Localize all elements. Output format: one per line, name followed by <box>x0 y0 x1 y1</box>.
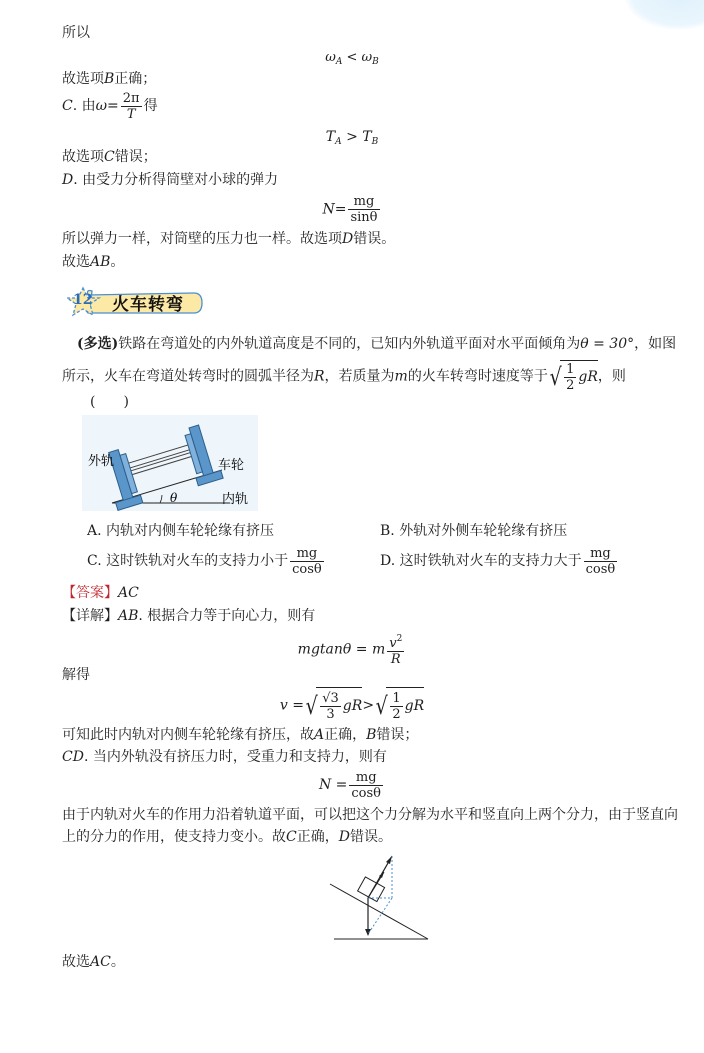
detail-line: 【详解】AB. 根据合力等于向心力，则有 <box>62 608 316 624</box>
option-d: D. 这时铁轨对火车的支持力大于 $\frac{mg}{\cos\theta}$ <box>380 545 616 577</box>
equation-centripetal: mgtanθ = m $\frac{v^2}{R}$ <box>297 634 403 667</box>
text-line: 故选AB。 <box>62 254 125 270</box>
corner-decoration <box>624 0 704 30</box>
text-line: C. 由ω= $\frac{2\pi}{T}$ 得 <box>62 90 158 122</box>
equation-normal-force: N= $\frac{mg}{\sin\theta}$ <box>322 194 378 225</box>
equation-omega: $\omega_A < \omega_B$ <box>325 50 379 67</box>
equation-velocity: v =√ $\frac{√3}{3}$ gR>√ $\frac{1}{2}$ gR <box>0 687 704 724</box>
force-diagram <box>322 850 434 945</box>
answer-line: 【答案】AC <box>62 585 139 601</box>
incline-line <box>330 884 428 939</box>
text-line: 解得 <box>62 667 90 683</box>
section-number: 12 <box>73 292 93 308</box>
equation-period: $T_A > T_B$ <box>325 129 379 147</box>
text-line: 上的分力的作用，使支持力变小。故C正确，D错误。 <box>62 829 392 845</box>
label-inner-rail: 内轨 <box>222 492 249 507</box>
final-answer-line: 故选AC。 <box>62 954 125 970</box>
question-line-1: (多选)铁路在弯道处的内外轨道高度是不同的，已知内外轨道平面对水平面倾角为θ = 30°，如图 <box>77 336 677 352</box>
equation-normal-cos: N = $\frac{mg}{\cos\theta}$ <box>318 769 382 801</box>
option-b: B. 外轨对外侧车轮轮缘有挤压 <box>380 523 568 539</box>
label-wheel: 车轮 <box>218 458 245 473</box>
text-line: CD. 当内外轨没有挤压力时，受重力和支持力，则有 <box>62 749 387 765</box>
fraction: $\frac{2\pi}{T}$ <box>122 90 140 122</box>
text-line: 由于内轨对火车的作用力沿着轨道平面，可以把这个力分解为水平和竖直向上两个分力，由于竖直向 <box>62 807 678 823</box>
text-line: 所以 <box>62 25 90 41</box>
text-line: D. 由受力分析得筒壁对小球的弹力 <box>62 172 279 188</box>
text-line: 故选项B正确； <box>62 71 157 87</box>
label-outer-rail: 外轨 <box>88 454 115 469</box>
answer-label: 【答案】 <box>62 585 118 601</box>
label-theta: θ <box>170 491 178 505</box>
question-line-2: 所示，火车在弯道处转弯时的圆弧半径为R，若质量为m的火车转弯时速度等于√ $\frac{1}{2}$ gR，则 <box>62 361 626 393</box>
rail-figure <box>82 415 262 515</box>
option-a: A. 内轨对内侧车轮轮缘有挤压 <box>87 523 275 539</box>
text-line: 故选项C错误； <box>62 149 157 165</box>
text-line: 可知此时内轨对内侧车轮轮缘有挤压，故A正确，B错误； <box>62 727 419 743</box>
section-title: 火车转弯 <box>112 295 184 315</box>
option-c: C. 这时铁轨对火车的支持力小于 $\frac{mg}{\cos\theta}$ <box>87 545 322 577</box>
answer-paren: ( ) <box>90 394 129 410</box>
section-badge <box>62 285 212 321</box>
detail-label: 【详解】 <box>62 608 118 624</box>
text-line: 所以弹力一样，对筒壁的压力也一样。故选项D错误。 <box>62 231 396 247</box>
